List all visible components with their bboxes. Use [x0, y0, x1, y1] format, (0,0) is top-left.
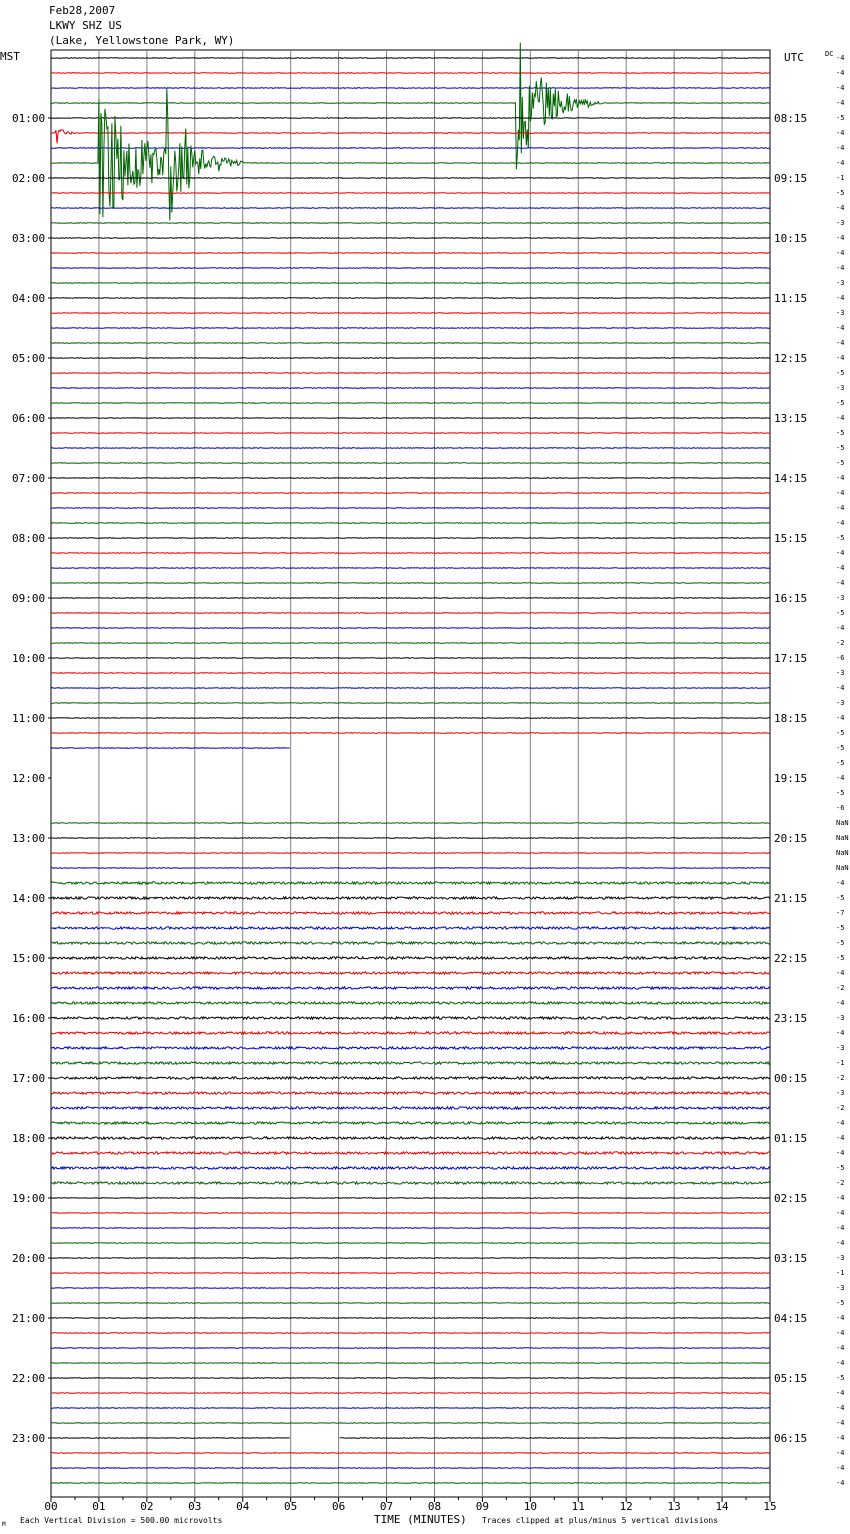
utc-hour-label: 00:15	[774, 1072, 808, 1085]
trace-3	[51, 43, 770, 170]
trace-14	[51, 268, 770, 269]
x-tick-label: 00	[44, 1500, 58, 1513]
utc-hour-label: 02:15	[774, 1192, 808, 1205]
trace-46	[51, 748, 290, 749]
trace-20	[51, 358, 770, 359]
trace-64	[51, 1017, 770, 1019]
trace-73	[51, 1152, 770, 1154]
dc-offset-label: -3	[836, 669, 845, 677]
utc-axis-label: UTC	[784, 51, 804, 64]
trace-15	[51, 283, 770, 284]
trace-80	[51, 1258, 770, 1259]
footnote-right: Traces clipped at plus/minus 5 vertical divisions	[482, 1516, 719, 1525]
dc-offset-label: -4	[836, 1344, 845, 1352]
mst-hour-label: 07:00	[12, 472, 46, 485]
dc-offset-label: -4	[836, 1389, 845, 1397]
dc-offset-label: NaN	[836, 864, 849, 872]
trace-13	[51, 253, 770, 254]
dc-offset-label: -3	[836, 1089, 845, 1097]
x-tick-label: 13	[667, 1500, 681, 1513]
dc-offset-label: -4	[836, 84, 845, 92]
trace-25	[51, 433, 770, 434]
trace-62	[51, 987, 770, 989]
dc-offset-label: -5	[836, 729, 845, 737]
dc-offset-label: -3	[836, 219, 845, 227]
dc-offset-label: -5	[836, 459, 845, 467]
dc-offset-label: -3	[836, 1014, 845, 1022]
dc-offset-label: -4	[836, 1224, 845, 1232]
dc-offset-label: -4	[836, 1209, 845, 1217]
trace-26	[51, 448, 770, 449]
trace-77	[51, 1213, 770, 1214]
trace-40	[51, 658, 770, 659]
dc-offset-label: -5	[836, 189, 845, 197]
trace-61	[51, 972, 770, 974]
dc-offset-label: -4	[836, 1404, 845, 1412]
trace-23	[51, 403, 770, 404]
trace-94	[51, 1468, 770, 1469]
dc-offset-label: -4	[836, 504, 845, 512]
dc-offset-label: -1	[836, 1269, 845, 1277]
dc-offset-label: -5	[836, 399, 845, 407]
x-tick-label: 05	[284, 1500, 298, 1513]
trace-43	[51, 703, 770, 704]
dc-offset-label: -4	[836, 99, 845, 107]
trace-24	[51, 418, 770, 419]
labels	[12, 54, 849, 1513]
trace-87	[51, 1363, 770, 1364]
trace-63	[51, 1002, 770, 1004]
utc-hour-label: 09:15	[774, 172, 808, 185]
dc-offset-label: -6	[836, 804, 845, 812]
dc-offset-label: NaN	[836, 849, 849, 857]
mst-hour-label: 18:00	[12, 1132, 46, 1145]
mst-hour-label: 15:00	[12, 952, 46, 965]
x-tick-label: 15	[763, 1500, 777, 1513]
trace-54	[51, 868, 770, 869]
trace-78	[51, 1228, 770, 1229]
utc-hour-label: 03:15	[774, 1252, 808, 1265]
mst-hour-label: 06:00	[12, 412, 46, 425]
trace-55	[51, 882, 770, 884]
trace-81	[51, 1273, 770, 1274]
trace-22	[51, 388, 770, 389]
x-tick-label: 03	[188, 1500, 202, 1513]
dc-offset-label: -4	[836, 549, 845, 557]
mst-hour-label: 12:00	[12, 772, 46, 785]
dc-offset-label: -4	[836, 339, 845, 347]
trace-95	[51, 1483, 770, 1484]
dc-offset-label: -1	[836, 1059, 845, 1067]
dc-offset-label: -4	[836, 294, 845, 302]
trace-12	[51, 238, 770, 239]
x-tick-label: 14	[715, 1500, 729, 1513]
utc-hour-label: 10:15	[774, 232, 808, 245]
trace-52	[51, 838, 770, 839]
dc-offset-label: -4	[836, 969, 845, 977]
dc-offset-label: -4	[836, 1134, 845, 1142]
dc-offset-label: -5	[836, 369, 845, 377]
mst-hour-label: 19:00	[12, 1192, 46, 1205]
trace-91	[51, 1423, 770, 1424]
dc-offset-label: -4	[836, 579, 845, 587]
mst-hour-label: 04:00	[12, 292, 46, 305]
trace-28	[51, 478, 770, 479]
dc-offset-label: -7	[836, 909, 845, 917]
dc-offset-label: NaN	[836, 834, 849, 842]
dc-offset-label: -4	[836, 1029, 845, 1037]
trace-79	[51, 1243, 770, 1244]
dc-offset-label: -5	[836, 534, 845, 542]
traces	[51, 43, 770, 1484]
x-tick-label: 09	[475, 1500, 490, 1513]
header-location: (Lake, Yellowstone Park, WY)	[49, 34, 235, 47]
trace-92	[51, 1438, 770, 1439]
utc-hour-label: 22:15	[774, 952, 808, 965]
trace-42	[51, 688, 770, 689]
x-tick-label: 10	[523, 1500, 537, 1513]
mst-hour-label: 10:00	[12, 652, 46, 665]
mst-hour-label: 01:00	[12, 112, 46, 125]
trace-31	[51, 523, 770, 524]
utc-hour-label: 04:15	[774, 1312, 808, 1325]
dc-offset-label: -4	[836, 234, 845, 242]
trace-30	[51, 508, 770, 509]
mst-hour-label: 05:00	[12, 352, 46, 365]
dc-offset-label: -4	[836, 1239, 845, 1247]
dc-offset-label: -4	[836, 144, 845, 152]
trace-5	[51, 130, 770, 144]
dc-offset-label: -4	[836, 204, 845, 212]
trace-44	[51, 718, 770, 719]
utc-hour-label: 15:15	[774, 532, 808, 545]
x-axis-label: TIME (MINUTES)	[374, 1513, 467, 1526]
dc-offset-label: -5	[836, 924, 845, 932]
mst-hour-label: 11:00	[12, 712, 46, 725]
utc-hour-label: 06:15	[774, 1432, 808, 1445]
trace-93	[51, 1453, 770, 1454]
trace-32	[51, 538, 770, 539]
trace-35	[51, 583, 770, 584]
dc-offset-label: -5	[836, 444, 845, 452]
dc-offset-label: -4	[836, 564, 845, 572]
dc-offset-label: -4	[836, 774, 845, 782]
dc-offset-label: -5	[836, 429, 845, 437]
utc-hour-label: 17:15	[774, 652, 808, 665]
dc-offset-label: -5	[836, 939, 845, 947]
dc-offset-label: -5	[836, 1299, 845, 1307]
trace-84	[51, 1318, 770, 1319]
trace-71	[51, 1122, 770, 1124]
trace-16	[51, 298, 770, 299]
dc-offset-label: -5	[836, 894, 845, 902]
utc-hour-label: 08:15	[774, 112, 808, 125]
trace-67	[51, 1062, 770, 1064]
trace-68	[51, 1077, 770, 1079]
dc-offset-label: -5	[836, 954, 845, 962]
trace-72	[51, 1137, 770, 1139]
dc-offset-label: -5	[836, 789, 845, 797]
x-tick-label: 08	[427, 1500, 442, 1513]
utc-hour-label: 12:15	[774, 352, 808, 365]
utc-hour-label: 01:15	[774, 1132, 808, 1145]
dc-offset-label: -2	[836, 1179, 845, 1187]
dc-offset-label: -5	[836, 1164, 845, 1172]
dc-offset-label: -4	[836, 1194, 845, 1202]
dc-offset-label: -4	[836, 264, 845, 272]
dc-offset-label: -4	[836, 714, 845, 722]
dc-offset-label: -4	[836, 999, 845, 1007]
mst-hour-label: 23:00	[12, 1432, 46, 1445]
dc-offset-label: -5	[836, 1374, 845, 1382]
trace-59	[51, 942, 770, 944]
mst-hour-label: 20:00	[12, 1252, 46, 1265]
mst-axis-label: MST	[0, 50, 20, 63]
trace-60	[51, 957, 770, 959]
trace-51	[51, 823, 770, 824]
trace-38	[51, 628, 770, 629]
trace-11	[51, 223, 770, 224]
dc-offset-label: -2	[836, 639, 845, 647]
mst-hour-label: 08:00	[12, 532, 46, 545]
dc-offset-label: -4	[836, 1314, 845, 1322]
dc-offset-label: -4	[836, 684, 845, 692]
trace-75	[51, 1182, 770, 1184]
dc-offset-label: -3	[836, 384, 845, 392]
trace-65	[51, 1032, 770, 1034]
mst-hour-label: 13:00	[12, 832, 46, 845]
dc-offset-label: -4	[836, 1449, 845, 1457]
dc-offset-label: -4	[836, 474, 845, 482]
trace-56	[51, 897, 770, 899]
dc-offset-label: NaN	[836, 819, 849, 827]
trace-39	[51, 643, 770, 644]
trace-34	[51, 568, 770, 569]
dc-offset-label: -4	[836, 414, 845, 422]
trace-86	[51, 1348, 770, 1349]
dc-offset-label: -3	[836, 1044, 845, 1052]
trace-57	[51, 912, 770, 914]
dc-offset-label: -4	[836, 879, 845, 887]
mst-hour-label: 14:00	[12, 892, 46, 905]
corner-mark: M	[2, 1521, 6, 1528]
utc-hour-label: 18:15	[774, 712, 808, 725]
trace-0	[51, 58, 770, 59]
utc-hour-label: 14:15	[774, 472, 808, 485]
trace-45	[51, 733, 770, 734]
dc-offset-label: -3	[836, 1254, 845, 1262]
trace-83	[51, 1303, 770, 1304]
x-tick-label: 12	[619, 1500, 633, 1513]
trace-21	[51, 373, 770, 374]
dc-offset-label: -1	[836, 174, 845, 182]
trace-4	[51, 118, 770, 119]
trace-85	[51, 1333, 770, 1334]
trace-36	[51, 598, 770, 599]
plot-frame	[51, 50, 770, 1497]
utc-hour-label: 11:15	[774, 292, 808, 305]
dc-offset-label: -2	[836, 984, 845, 992]
utc-hour-label: 05:15	[774, 1372, 808, 1385]
utc-hour-label: 19:15	[774, 772, 808, 785]
trace-70	[51, 1107, 770, 1109]
mst-hour-label: 02:00	[12, 172, 46, 185]
dc-offset-label: -4	[836, 1329, 845, 1337]
dc-offset-label: -3	[836, 594, 845, 602]
mst-hour-label: 17:00	[12, 1072, 46, 1085]
x-tick-label: 04	[236, 1500, 250, 1513]
dc-offset-label: -4	[836, 489, 845, 497]
trace-19	[51, 343, 770, 344]
trace-74	[51, 1167, 770, 1169]
mst-hour-label: 03:00	[12, 232, 46, 245]
dc-offset-label: -4	[836, 159, 845, 167]
dc-offset-label: -3	[836, 1284, 845, 1292]
trace-10	[51, 208, 770, 209]
trace-88	[51, 1378, 770, 1379]
x-tick-label: 11	[571, 1500, 585, 1513]
trace-2	[51, 88, 770, 89]
trace-29	[51, 493, 770, 494]
dc-offset-label: -4	[836, 354, 845, 362]
trace-82	[51, 1288, 770, 1289]
dc-offset-label: -2	[836, 1074, 845, 1082]
trace-18	[51, 328, 770, 329]
dc-offset-label: -4	[836, 1479, 845, 1487]
trace-8	[51, 178, 770, 179]
x-tick-label: 06	[331, 1500, 346, 1513]
dc-offset-label: -3	[836, 279, 845, 287]
utc-hour-label: 23:15	[774, 1012, 808, 1025]
mst-hour-label: 22:00	[12, 1372, 46, 1385]
mst-hour-label: 09:00	[12, 592, 46, 605]
dc-offset-label: -5	[836, 114, 845, 122]
trace-66	[51, 1047, 770, 1049]
dc-offset-label: -4	[836, 1359, 845, 1367]
dc-offset-label: -4	[836, 624, 845, 632]
dc-offset-label: -4	[836, 129, 845, 137]
trace-90	[51, 1408, 770, 1409]
dc-offset-label: -2	[836, 1104, 845, 1112]
utc-hour-label: 21:15	[774, 892, 808, 905]
dc-offset-label: -6	[836, 654, 845, 662]
x-tick-label: 07	[379, 1500, 394, 1513]
trace-17	[51, 313, 770, 314]
dc-offset-label: -4	[836, 1119, 845, 1127]
trace-69	[51, 1092, 770, 1094]
trace-27	[51, 463, 770, 464]
trace-76	[51, 1198, 770, 1199]
dc-offset-label: -4	[836, 249, 845, 257]
footnote-left: Each Vertical Division = 500.00 microvolts	[20, 1516, 223, 1525]
mst-hour-label: 21:00	[12, 1312, 46, 1325]
utc-hour-label: 16:15	[774, 592, 808, 605]
utc-hour-label: 20:15	[774, 832, 808, 845]
trace-89	[51, 1393, 770, 1394]
dc-offset-label: -4	[836, 1434, 845, 1442]
x-tick-label: 02	[140, 1500, 154, 1513]
trace-9	[51, 193, 770, 194]
dc-offset-label: -4	[836, 1464, 845, 1472]
utc-hour-label: 13:15	[774, 412, 808, 425]
trace-1	[51, 73, 770, 74]
x-tick-label: 01	[92, 1500, 106, 1513]
trace-37	[51, 613, 770, 614]
dc-offset-label: -4	[836, 1149, 845, 1157]
dc-offset-label: -3	[836, 309, 845, 317]
dc-offset-label: -4	[836, 54, 845, 62]
mst-hour-label: 16:00	[12, 1012, 46, 1025]
trace-58	[51, 927, 770, 929]
dc-offset-label: -3	[836, 699, 845, 707]
dc-offset-label: -4	[836, 324, 845, 332]
trace-41	[51, 673, 770, 674]
trace-7	[51, 88, 770, 221]
dc-offset-label: -5	[836, 744, 845, 752]
dc-offset-label: -5	[836, 759, 845, 767]
header-date: Feb28,2007	[49, 4, 116, 17]
dc-offset-label: -4	[836, 69, 845, 77]
header-station: LKWY SHZ US	[49, 19, 122, 32]
trace-6	[51, 148, 770, 149]
dc-offset-label: -4	[836, 519, 845, 527]
dc-offset-label: -5	[836, 609, 845, 617]
trace-33	[51, 553, 770, 554]
dc-offset-label: -4	[836, 1419, 845, 1427]
trace-53	[51, 853, 770, 854]
dc-label: DC	[825, 50, 834, 58]
